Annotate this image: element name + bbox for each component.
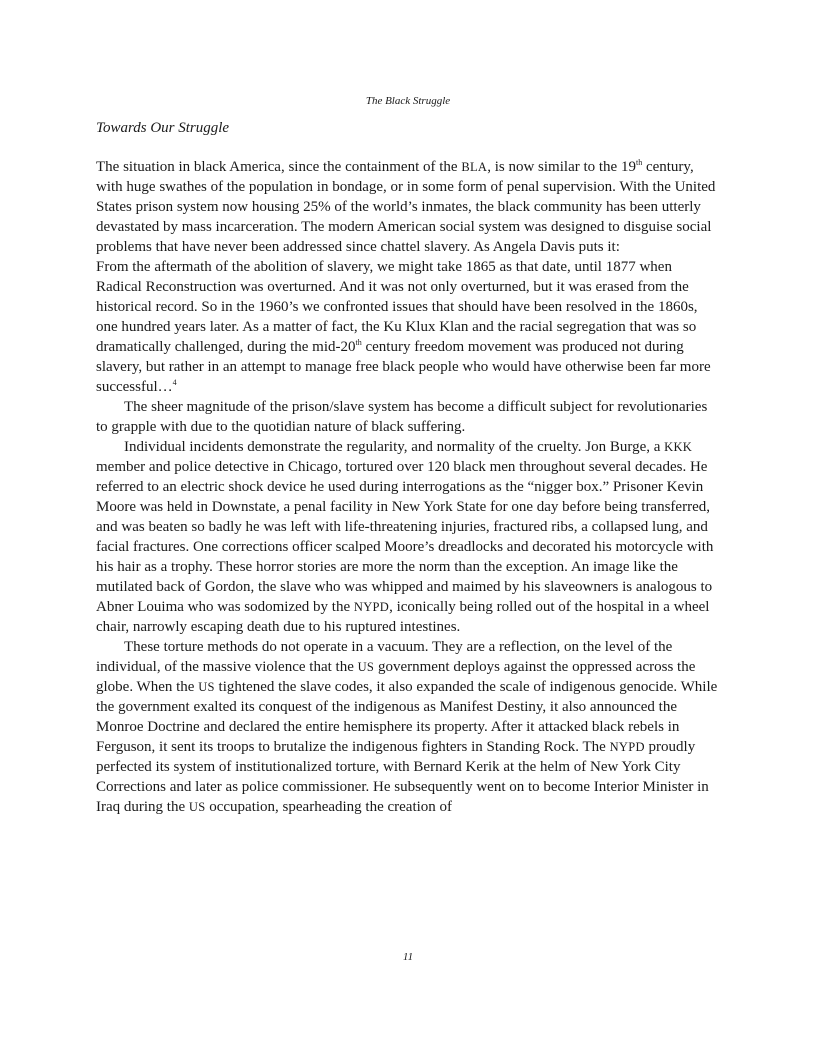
abbreviation: KKK — [664, 440, 693, 454]
block-quote: From the aftermath of the abolition of slavery, we might take 1865 as that date, until 1877 when Radical Reconstruction was overturned. And it was not only overturned, but it was erased from the historical record. So in the 1960’s we confronted issues that should have been resolved in the 1860s, one hundred years later. As a matter of fact, the Ku Klux Klan and the racial segregation that was so dramatically challenged, during the mid-20th century freedom movement was produced not during slavery, but rather in an attempt to manage free black people who would have otherwise been far more successful…$^4$ — [96, 259, 711, 395]
superscript: th — [355, 338, 362, 347]
abbreviation: US — [198, 680, 215, 694]
torture-paragraph: These torture methods do not operate in a vacuum. They are a reflection, on the level of the individual, of the massive violence that the US government deploys against the oppressed across the globe. When the US tightened the slave codes, it also expanded the scale of indigenous genocide. While the government exalted its conquest of the indigenous as Manifest Destiny, it also announced the Monroe Doctrine and declared the entire hemisphere its property. After it attacked black rebels in Ferguson, it sent its troops to brutalize the indigenous fighters in Standing Rock. The NYPD proudly perfected its system of institutionalized torture, with Bernard Kerik at the helm of New York City Corrections and later as police commissioner. He subsequently went on to become Interior Minister in Iraq during the US occupation, spearheading the creation of — [96, 639, 718, 815]
section-title: Towards Our Struggle — [96, 120, 230, 136]
abbreviation: NYPD — [353, 600, 390, 614]
body-text — [96, 157, 720, 817]
incidents-paragraph: Individual incidents demonstrate the regularity, and normality of the cruelty. Jon Burge, a KKK member and police detective in Chicago, tortured over 120 black men throughout several decades. He referred to an electric shock device he used during interrogations as the “nigger box.” Prisoner Kevin Moore was held in Downstate, a penal facility in New York State for one day before being transferred, and was beaten so badly he was left with life-threatening injuries, fractured ribs, a collapsed lung, and facial fractures. One corrections officer scalped Moore’s dreadlocks and decorated his motorcycle with his hair as a trophy. These horror stories are more the norm than the exception. An image like the mutilated back of Gordon, the slave who was whipped and maimed by his slaveowners is analogous to Abner Louima who was sodomized by the NYPD, iconically being rolled out of the hospital in a wheel chair, narrowly escaping death due to his ruptured intestines. — [96, 439, 714, 635]
abbreviation: US — [188, 800, 206, 814]
intro-paragraph: The situation in black America, since the containment of the BLA, is now similar to the 19th century, with huge swathes of the population in bondage, or in some form of penal supervision. With the United States prison system now housing 25% of the world’s inmates, the black community has been utterly devastated by mass incarceration. The modern American social system was designed to disguise social problems that have never been addressed since chattel slavery. As Angela Davis puts it: — [96, 158, 716, 255]
page-number: 11 — [402, 951, 414, 963]
abbreviation: US — [357, 660, 375, 674]
superscript: th — [635, 158, 643, 167]
abbreviation: NYPD — [609, 740, 645, 754]
abbreviation: BLA — [461, 160, 488, 174]
magnitude-paragraph: The sheer magnitude of the prison/slave system has become a difficult subject for revolutionaries to grapple with due to the quotidian nature of black suffering. — [96, 399, 708, 435]
running-head: The Black Struggle — [365, 95, 451, 107]
footnote-ref[interactable]: 4 — [172, 378, 177, 387]
